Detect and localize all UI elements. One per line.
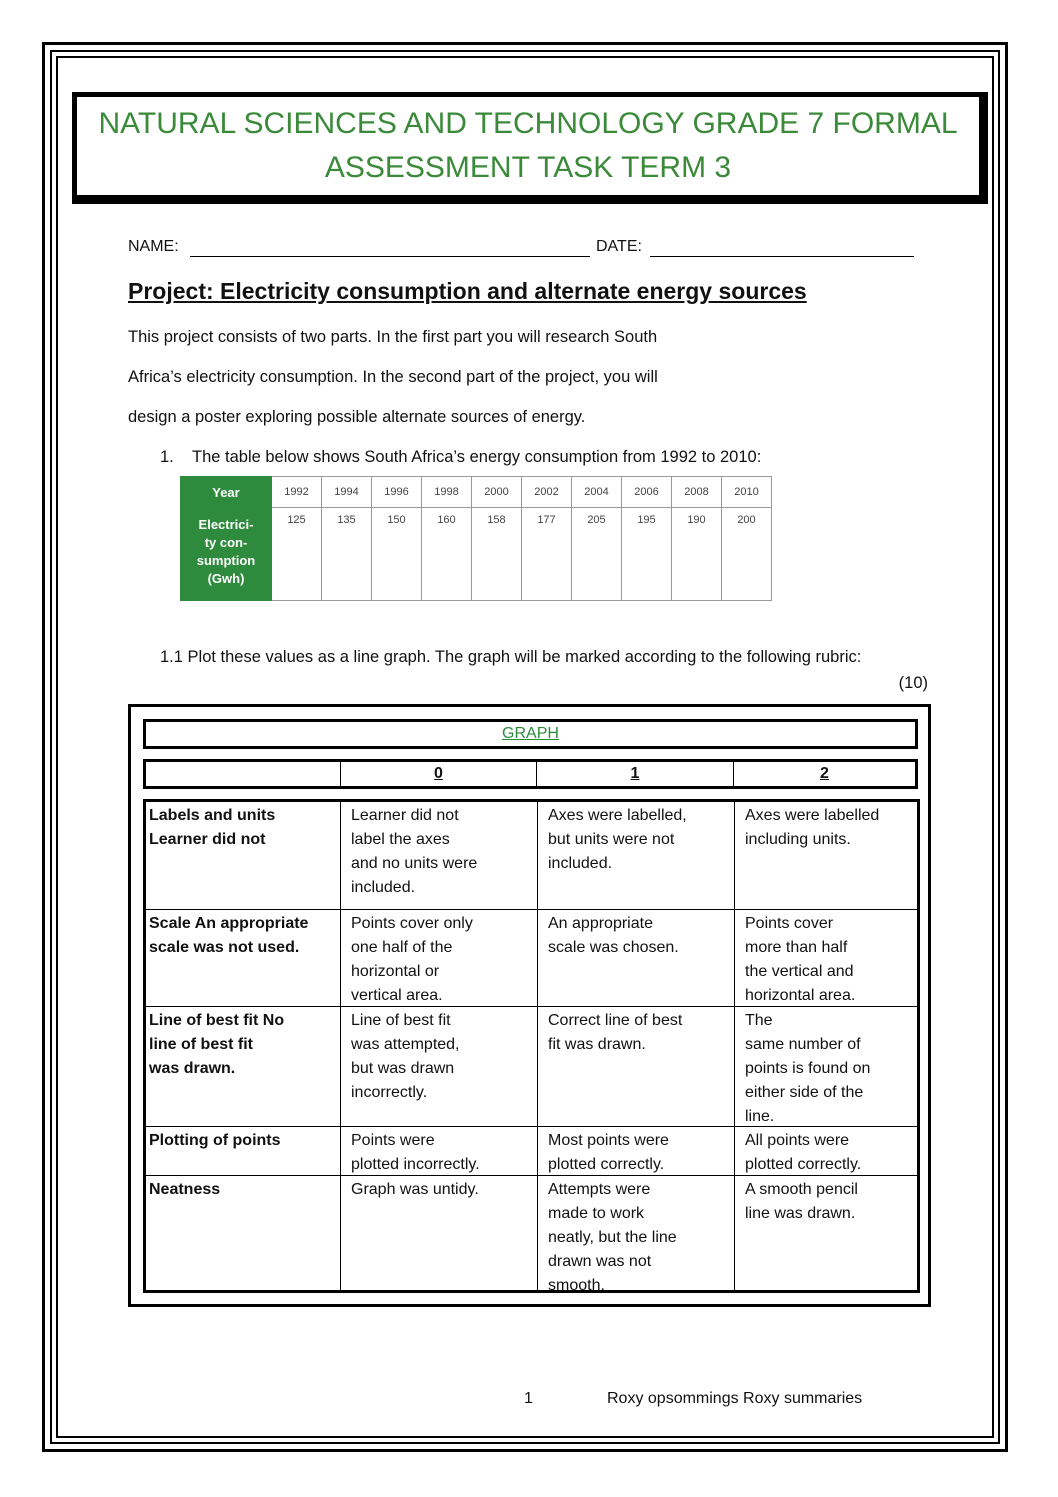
project-heading: Project: Electricity consumption and alternate energy sources xyxy=(128,278,807,304)
year-cell: 2010 xyxy=(722,477,772,508)
consumption-cell: 135 xyxy=(322,508,372,601)
name-field[interactable] xyxy=(190,256,590,257)
title-line-2: ASSESSMENT TASK TERM 3 xyxy=(324,151,732,184)
consumption-cell: 160 xyxy=(422,508,472,601)
date-field[interactable] xyxy=(650,256,914,257)
footer-text: Roxy opsommings Roxy summaries xyxy=(607,1390,863,1407)
title-box xyxy=(72,92,988,204)
year-cell: 2004 xyxy=(572,477,622,508)
rubric-row-plotting xyxy=(146,1126,917,1175)
rubric-body xyxy=(143,799,920,1293)
rubric-score-2: The same number of points is found on either side of the line. xyxy=(734,1007,917,1126)
intro-line-1: This project consists of two parts. In the first part you will research South xyxy=(128,328,658,346)
graph-rubric xyxy=(128,704,931,1307)
rubric-header-score-0: 0 xyxy=(340,762,536,786)
year-cell: 1994 xyxy=(322,477,372,508)
rubric-criterion: Line of best fit No line of best fit was drawn. xyxy=(149,1012,285,1077)
year-header: Year xyxy=(181,477,272,508)
year-cell: 1998 xyxy=(422,477,472,508)
consumption-header xyxy=(181,508,272,601)
question-1-text: The table below shows South Africa’s energy consumption from 1992 to 2010: xyxy=(192,448,762,466)
rubric-row-labels xyxy=(146,802,917,909)
year-cell: 2008 xyxy=(672,477,722,508)
rubric-row-scale xyxy=(146,909,917,1006)
rubric-criterion: Plotting of points xyxy=(149,1132,281,1149)
rubric-score-0: Graph was untidy. xyxy=(340,1176,537,1290)
intro-line-2: Africa’s electricity consumption. In the second part of the project, you will xyxy=(128,368,658,386)
rubric-score-0: Points were plotted incorrectly. xyxy=(340,1127,537,1175)
name-date-row xyxy=(128,234,918,262)
consumption-cell: 177 xyxy=(522,508,572,601)
rubric-criterion: Neatness xyxy=(149,1181,221,1198)
year-row xyxy=(181,477,772,508)
rubric-title-bar xyxy=(143,719,918,749)
energy-consumption-table xyxy=(180,476,772,601)
rubric-row-best-fit xyxy=(146,1006,917,1126)
consumption-row xyxy=(181,508,772,601)
question-1-1-marks: (10) xyxy=(898,674,928,692)
rubric-header-score-2: 2 xyxy=(733,762,915,786)
rubric-score-1: Attempts were made to work neatly, but the line drawn was not smooth. xyxy=(537,1176,734,1290)
consumption-cell: 150 xyxy=(372,508,422,601)
rubric-header-criterion xyxy=(146,762,340,786)
rubric-score-2: Points cover more than half the vertical and horizontal area. xyxy=(734,910,917,1006)
question-1-number: 1. xyxy=(160,448,174,466)
year-cell: 2002 xyxy=(522,477,572,508)
rubric-score-1: Most points were plotted correctly. xyxy=(537,1127,734,1175)
rubric-score-0: Line of best fit was attempted, but was drawn incorrectly. xyxy=(340,1007,537,1126)
rubric-score-1: Correct line of best fit was drawn. xyxy=(537,1007,734,1126)
year-cell: 2006 xyxy=(622,477,672,508)
intro-line-3: design a poster exploring possible alternate sources of energy. xyxy=(128,408,586,426)
rubric-score-0: Learner did not label the axes and no units were included. xyxy=(340,802,537,909)
rubric-score-2: A smooth pencil line was drawn. xyxy=(734,1176,917,1290)
consumption-cell: 190 xyxy=(672,508,722,601)
rubric-score-2: Axes were labelled including units. xyxy=(734,802,917,909)
year-cell: 1996 xyxy=(372,477,422,508)
consumption-header-line: (Gwh) xyxy=(207,571,245,586)
rubric-criterion: Scale An appropriate scale was not used. xyxy=(149,915,309,956)
date-label: DATE: xyxy=(596,238,642,255)
consumption-header-line: sumption xyxy=(196,553,256,568)
question-1-1: 1.1 Plot these values as a line graph. The graph will be marked according to the following rubric: xyxy=(160,648,862,666)
year-cell: 1992 xyxy=(272,477,322,508)
title-line-1: NATURAL SCIENCES AND TECHNOLOGY GRADE 7 FORMAL xyxy=(98,107,958,140)
rubric-header-row xyxy=(143,759,918,789)
consumption-header-line: ty con- xyxy=(204,535,248,550)
rubric-score-0: Points cover only one half of the horizontal or vertical area. xyxy=(340,910,537,1006)
year-cell: 2000 xyxy=(472,477,522,508)
question-1 xyxy=(160,448,761,467)
rubric-score-1: An appropriate scale was chosen. xyxy=(537,910,734,1006)
consumption-cell: 205 xyxy=(572,508,622,601)
rubric-score-1: Axes were labelled, but units were not included. xyxy=(537,802,734,909)
consumption-header-line: Electrici- xyxy=(198,517,254,532)
rubric-row-neatness xyxy=(146,1175,917,1294)
rubric-header-score-1: 1 xyxy=(536,762,733,786)
page-number: 1 xyxy=(524,1390,533,1407)
consumption-cell: 200 xyxy=(722,508,772,601)
rubric-score-2: All points were plotted correctly. xyxy=(734,1127,917,1175)
consumption-cell: 125 xyxy=(272,508,322,601)
consumption-cell: 158 xyxy=(472,508,522,601)
rubric-criterion: Labels and units Learner did not xyxy=(149,807,276,848)
consumption-cell: 195 xyxy=(622,508,672,601)
name-label: NAME: xyxy=(128,238,179,255)
rubric-title: GRAPH xyxy=(502,725,559,742)
